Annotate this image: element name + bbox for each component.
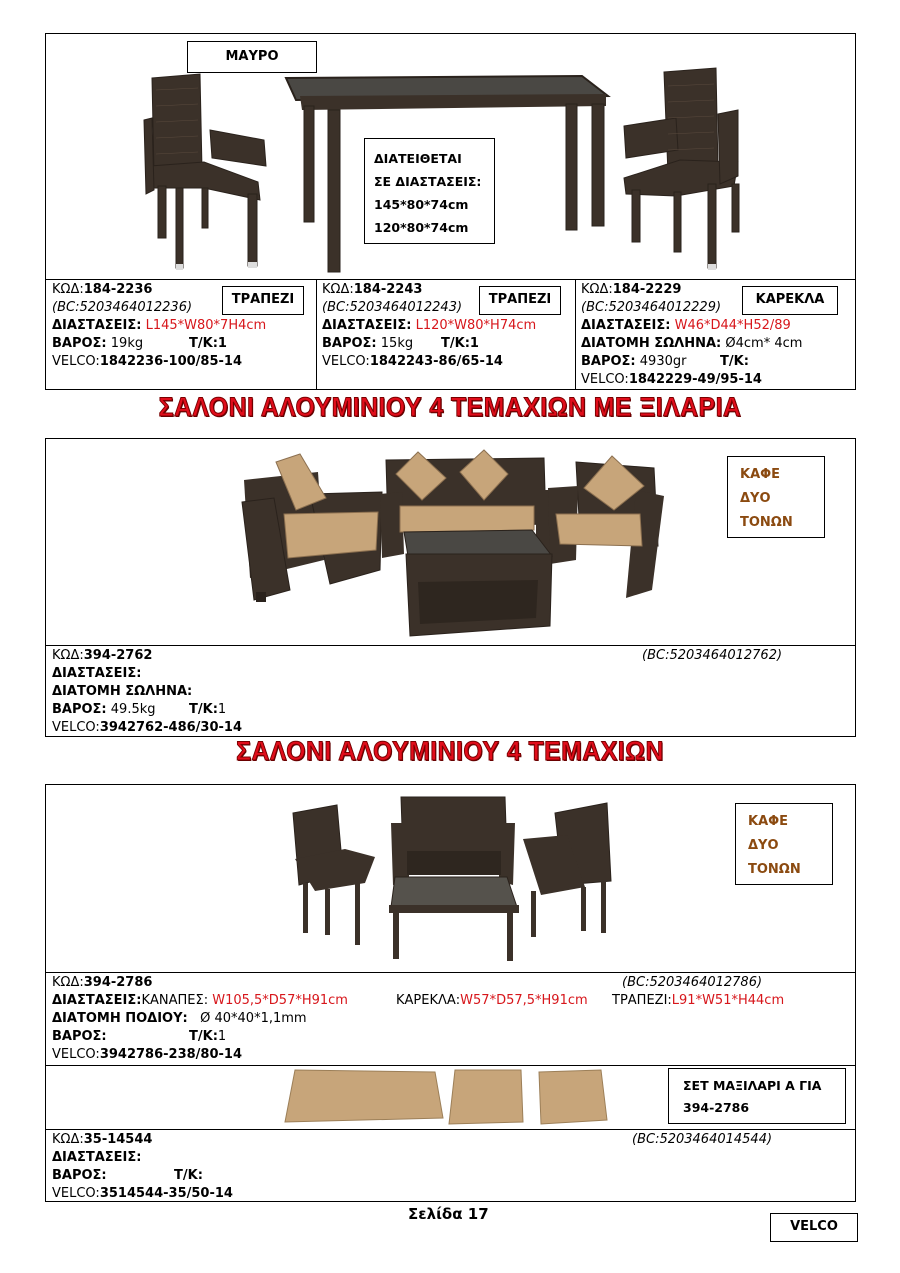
s2-weight-value: 49.5kg xyxy=(110,702,156,717)
p1-weight-value: 19kg xyxy=(110,336,144,351)
p3-velco-line xyxy=(581,371,762,388)
s2-velco-label: VELCO: xyxy=(52,720,100,735)
s3-table-label: ΤΡΑΠΕΖΙ: xyxy=(612,993,672,1008)
s3-code-line xyxy=(52,974,152,991)
p2-barcode: (BC:5203464012243) xyxy=(322,300,463,315)
s2-dim-label: ΔΙΑΣΤΑΣΕΙΣ: xyxy=(52,666,142,681)
p1-type-label xyxy=(222,286,304,315)
s3-chair-dim xyxy=(396,992,588,1009)
p3-tube-value: Ø4cm* 4cm xyxy=(725,336,803,351)
p3-type-label xyxy=(742,286,838,315)
s3-chair-value: W57*D57,5*H91cm xyxy=(460,993,588,1008)
p3-barcode: (BC:5203464012229) xyxy=(581,300,722,315)
p3-code-label: ΚΩΔ: xyxy=(581,282,613,297)
s3-tk-label: Τ/Κ: xyxy=(189,1029,218,1044)
s3-tk-value: 1 xyxy=(217,1029,227,1044)
p1-code-label: ΚΩΔ: xyxy=(52,282,84,297)
color-label-brown-3 xyxy=(735,803,833,885)
s2-tk-label: Τ/Κ: xyxy=(189,702,218,717)
p1-weight-label: ΒΑΡΟΣ: xyxy=(52,336,107,351)
s4-weight-label: ΒΑΡΟΣ: xyxy=(52,1168,107,1183)
color-label-2-line-3: ΤΟΝΩΝ xyxy=(740,515,793,530)
s2-code-label: ΚΩΔ: xyxy=(52,648,84,663)
p1-code: 184-2236 xyxy=(83,282,153,297)
p3-weight-value: 4930gr xyxy=(639,354,687,369)
s4-code-label: ΚΩΔ: xyxy=(52,1132,84,1147)
p2-dim-label: ΔΙΑΣΤΑΣΕΙΣ: xyxy=(322,318,412,333)
s3-dim-label: ΔΙΑΣΤΑΣΕΙΣ: xyxy=(52,993,142,1008)
lounge-set-cushions-image xyxy=(240,450,670,645)
p1-velco-label: VELCO: xyxy=(52,354,100,369)
s3-velco-value: 3942786-238/80-14 xyxy=(99,1047,242,1062)
section-2-divider xyxy=(45,645,856,646)
s3-velco-label: VELCO: xyxy=(52,1047,100,1062)
p1-barcode: (BC:5203464012236) xyxy=(52,300,193,315)
sizes-note-line-2: ΣΕ ΔΙΑΣΤΑΣΕΙΣ: xyxy=(374,174,482,189)
p2-tk: Τ/Κ:1 xyxy=(441,336,479,351)
color-label-3-line-2: ΔΥΟ xyxy=(748,838,779,853)
p3-code: 184-2229 xyxy=(612,282,682,297)
p2-weight-value: 15kg xyxy=(380,336,414,351)
p2-type-label xyxy=(479,286,561,315)
p2-code-line xyxy=(322,281,422,298)
brand-text: VELCO xyxy=(790,1219,838,1234)
p3-dim-line xyxy=(581,317,791,334)
p3-code-line xyxy=(581,281,681,298)
p2-velco-value: 1842243-86/65-14 xyxy=(369,354,503,369)
s3-weight-label: ΒΑΡΟΣ: xyxy=(52,1029,107,1044)
s2-tk-value: 1 xyxy=(217,702,227,717)
s4-velco-line xyxy=(52,1185,233,1202)
p2-dim-value: L120*W80*H74cm xyxy=(415,318,537,333)
p3-tube-label: ΔΙΑΤΟΜΗ ΣΩΛΗΝΑ: xyxy=(581,336,722,351)
s2-code: 394-2762 xyxy=(83,648,153,663)
s3-code-label: ΚΩΔ: xyxy=(52,975,84,990)
page-number: Σελίδα 17 xyxy=(408,1205,489,1223)
armchair-right-image xyxy=(620,66,760,276)
s3-tk-line xyxy=(189,1028,226,1045)
s3-code: 394-2786 xyxy=(83,975,153,990)
s4-velco-label: VELCO: xyxy=(52,1186,100,1201)
p2-velco-label: VELCO: xyxy=(322,354,370,369)
s3-dim-line xyxy=(52,992,348,1009)
p1-type-text: ΤΡΑΠΕΖΙ xyxy=(231,292,295,307)
p3-velco-value: 1842229-49/95-14 xyxy=(628,372,762,387)
s2-weight-label: ΒΑΡΟΣ: xyxy=(52,702,107,717)
armchair-left-image xyxy=(140,70,280,280)
s3-sofa-value: W105,5*D57*H91cm xyxy=(212,993,348,1008)
s3-chair-label: ΚΑΡΕΚΛΑ: xyxy=(396,993,461,1008)
p1-dim-label: ΔΙΑΣΤΑΣΕΙΣ: xyxy=(52,318,142,333)
s3-table-dim xyxy=(612,992,784,1009)
p1-weight-line xyxy=(52,335,143,352)
p3-type-text: ΚΑΡΕΚΛΑ xyxy=(755,292,825,307)
lounge-set-image xyxy=(285,795,615,965)
section-3-divider xyxy=(45,972,856,973)
s2-velco-value: 3942762-486/30-14 xyxy=(99,720,242,735)
s3-barcode: (BC:5203464012786) xyxy=(622,975,763,990)
s3-leg-line xyxy=(52,1010,307,1027)
s2-tube-label: ΔΙΑΤΟΜΗ ΣΩΛΗΝΑ: xyxy=(52,684,193,699)
color-label-black-text: ΜΑΥΡΟ xyxy=(225,49,279,64)
p1-velco-value: 1842236-100/85-14 xyxy=(99,354,242,369)
color-label-2-line-1: ΚΑΦΕ xyxy=(740,467,781,482)
p2-dim-line xyxy=(322,317,536,334)
color-label-3-line-3: ΤΟΝΩΝ xyxy=(748,862,801,877)
color-label-black xyxy=(187,41,317,73)
s2-weight-line xyxy=(52,701,156,718)
cushion-set-image xyxy=(283,1068,623,1128)
set-label-line-1: ΣΕΤ ΜΑΞΙΛΑΡΙ Α ΓΙΑ xyxy=(683,1078,822,1093)
s4-tk-label: Τ/Κ: xyxy=(174,1168,203,1183)
s3-leg-value: Ø 40*40*1,1mm xyxy=(200,1011,307,1026)
sizes-note-line-3: 145*80*74cm xyxy=(374,197,469,212)
p2-velco-line xyxy=(322,353,503,370)
s3-sofa-label: ΚΑΝΑΠΕΣ: xyxy=(141,993,209,1008)
p3-dim-value: W46*D44*H52/89 xyxy=(674,318,791,333)
p3-tube-line xyxy=(581,335,802,352)
set-label-box xyxy=(668,1068,846,1124)
color-label-2-line-2: ΔΥΟ xyxy=(740,491,771,506)
s3-table-value: L91*W51*H44cm xyxy=(671,993,785,1008)
s4-barcode: (BC:5203464014544) xyxy=(632,1132,773,1147)
sizes-note-line-1: ΔΙΑΤΕΙΘΕΤΑΙ xyxy=(374,151,462,166)
p2-code-label: ΚΩΔ: xyxy=(322,282,354,297)
p3-dim-label: ΔΙΑΣΤΑΣΕΙΣ: xyxy=(581,318,671,333)
set-label-line-2: 394-2786 xyxy=(683,1100,750,1115)
brand-box xyxy=(770,1213,858,1242)
p1-code-line xyxy=(52,281,152,298)
s3-velco-line xyxy=(52,1046,242,1063)
s2-code-line xyxy=(52,647,152,664)
section-4-divider-top xyxy=(45,1065,856,1066)
s4-dim-label: ΔΙΑΣΤΑΣΕΙΣ: xyxy=(52,1150,142,1165)
p2-weight-label: ΒΑΡΟΣ: xyxy=(322,336,377,351)
heading-lounge-4-pieces: ΣΑΛΟΝΙ ΑΛΟΥΜΙΝΙΟΥ 4 ΤΕΜΑΧΙΩΝ xyxy=(236,736,664,766)
s3-leg-label: ΔΙΑΤΟΜΗ ΠΟΔΙΟΥ: xyxy=(52,1011,188,1026)
p3-weight-label: ΒΑΡΟΣ: xyxy=(581,354,636,369)
p1-dim-value: L145*W80*7H4cm xyxy=(145,318,267,333)
p1-tk: Τ/Κ:1 xyxy=(189,336,227,351)
sizes-note-box xyxy=(364,138,495,244)
s2-velco-line xyxy=(52,719,242,736)
s4-velco-value: 3514544-35/50-14 xyxy=(99,1186,233,1201)
p3-weight-line xyxy=(581,353,686,370)
p2-code: 184-2243 xyxy=(353,282,423,297)
sizes-note-line-4: 120*80*74cm xyxy=(374,220,469,235)
color-label-brown-2 xyxy=(727,456,825,538)
section-4-divider xyxy=(45,1129,856,1130)
s2-barcode: (BC:5203464012762) xyxy=(642,648,783,663)
p2-weight-line xyxy=(322,335,413,352)
color-label-3-line-1: ΚΑΦΕ xyxy=(748,814,789,829)
heading-lounge-with-cushions: ΣΑΛΟΝΙ ΑΛΟΥΜΙΝΙΟΥ 4 ΤΕΜΑΧΙΩΝ ΜΕ ΞΙΛΑΡΙΑ xyxy=(158,392,742,422)
p1-velco-line xyxy=(52,353,242,370)
p1-dim-line xyxy=(52,317,266,334)
s4-code-line xyxy=(52,1131,152,1148)
s4-code: 35-14544 xyxy=(83,1132,153,1147)
p2-type-text: ΤΡΑΠΕΖΙ xyxy=(488,292,552,307)
s2-tk-line xyxy=(189,701,226,718)
p3-tk: Τ/Κ: xyxy=(720,354,749,369)
p3-velco-label: VELCO: xyxy=(581,372,629,387)
section-1-col-divider-1 xyxy=(316,279,317,390)
section-1-col-divider-2 xyxy=(575,279,576,390)
